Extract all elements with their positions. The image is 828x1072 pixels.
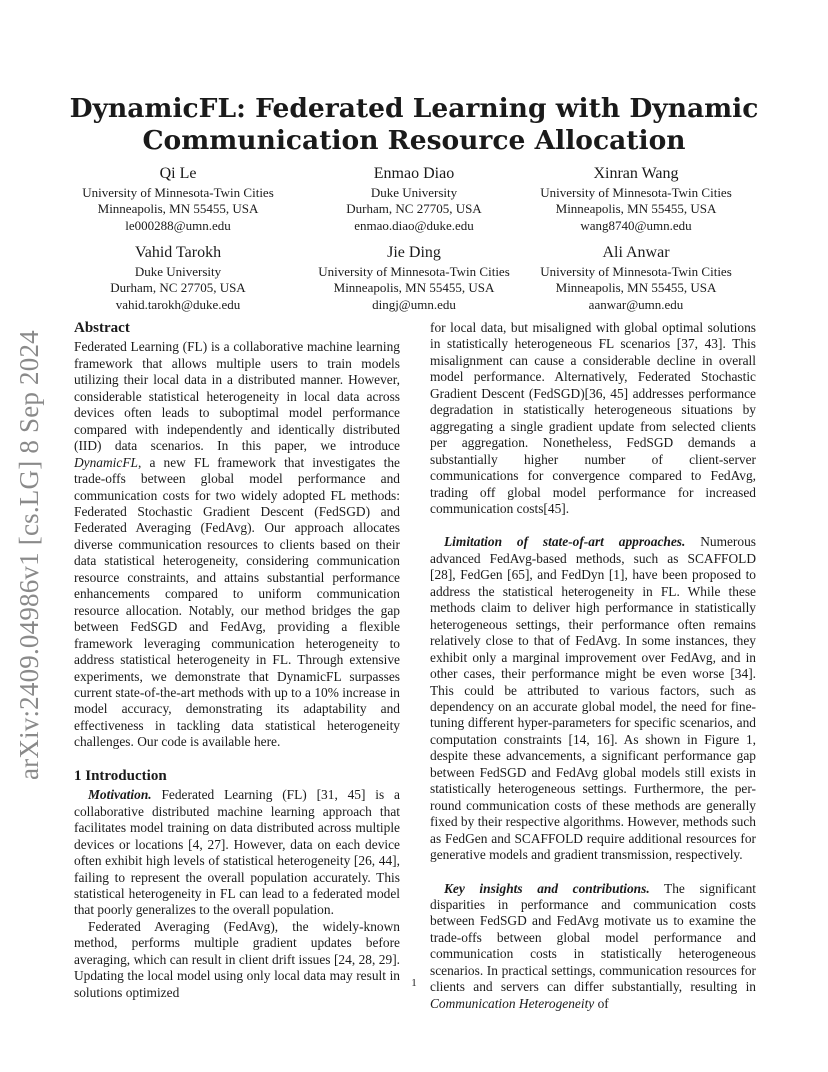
abstract-emphasis: DynamicFL [74, 454, 138, 470]
author-name: Vahid Tarokh [134, 244, 222, 261]
limitation-label: Limitation of state-of-art approaches. [444, 534, 686, 550]
insights-emphasis: Communication Heterogeneity [430, 995, 595, 1011]
introduction-heading: 1 Introduction [74, 767, 167, 784]
author-name: Xinran Wang [593, 165, 679, 182]
right-column [430, 320, 756, 1012]
paper-title [0, 93, 828, 157]
author-location: Durham, NC 27705, USA [110, 280, 246, 296]
author-name: Qi Le [159, 165, 197, 182]
author-block [516, 164, 756, 234]
author-block [294, 243, 534, 313]
insights-tail: of [594, 995, 609, 1011]
author-block [294, 164, 534, 234]
author-affiliation: Duke University [134, 264, 222, 279]
limitation-paragraph [430, 534, 756, 863]
author-block [58, 243, 298, 313]
continuation-paragraph: for local data, but misaligned with global optimal solutions in statistically heterogeneous FL scenarios [37, 43]. This misalignment can cause a considerable decline in overall model performance. Alternatively, Federated Stochastic Gradient Descent (FedSGD)[36, 45] addresses performance degradation in statistically heterogeneous situations by aggregating a single gradient update from selected clients per aggregation. Nonetheless, FedSGD demands a substantially higher number of client-server communications for convergence compared to FedAvg, trading off global model performance for increased communication costs[45]. [430, 320, 756, 516]
author-affiliation: University of Minnesota-Twin Cities [82, 185, 274, 200]
author-email: wang8740@umn.edu [580, 217, 692, 233]
author-location: Durham, NC 27705, USA [346, 201, 482, 217]
author-name: Jie Ding [387, 244, 441, 261]
abstract-text: Federated Learning (FL) is a collaborative machine learning framework that allows multiple users to train models utilizing their local data in a distributed manner. However, considerable statistical heterogeneity in local data across devices often leads to suboptimal model performance compared with independently and identically distributed (IID) data scenarios. In this paper, we introduce [74, 339, 400, 454]
page-number: 1 [411, 977, 417, 989]
author-block [58, 164, 298, 234]
author-affiliation: University of Minnesota-Twin Cities [318, 264, 510, 279]
motivation-paragraph [74, 787, 400, 919]
title-line-1: DynamicFL: Federated Learning with Dynamic [69, 93, 759, 124]
author-email: dingj@umn.edu [372, 296, 456, 312]
arxiv-stamp: arXiv:2409.04986v1 [cs.LG] 8 Sep 2024 [14, 330, 44, 780]
author-affiliation: University of Minnesota-Twin Cities [540, 185, 732, 200]
author-location: Minneapolis, MN 55455, USA [333, 280, 495, 296]
author-name: Enmao Diao [373, 165, 455, 182]
motivation-text: Federated Learning (FL) [31, 45] is a collaborative distributed machine learning approach that facilitates model training on data distributed across multiple devices or locations [4, 27]. However, data on each device often exhibit high levels of statistical heterogeneity [26, 44], failing to represent the overall population accurately. This statistical heterogeneity in FL can lead to a federated model that poorly generalizes to the overall population. [74, 787, 400, 918]
author-location: Minneapolis, MN 55455, USA [555, 201, 717, 217]
author-email: aanwar@umn.edu [588, 296, 684, 312]
left-column [74, 320, 400, 1001]
author-location: Minneapolis, MN 55455, USA [555, 280, 717, 296]
author-email: le000288@umn.edu [125, 217, 231, 233]
title-line-2: Communication Resource Allocation [142, 125, 686, 156]
abstract-paragraph [74, 339, 400, 750]
author-location: Minneapolis, MN 55455, USA [97, 201, 259, 217]
author-name: Ali Anwar [602, 244, 670, 261]
insights-paragraph [430, 881, 756, 1013]
insights-label: Key insights and contributions. [444, 880, 650, 896]
abstract-heading: Abstract [74, 320, 130, 336]
insights-text: The significant disparities in performance and communication costs between FedSGD and FedAvg motivate us to examine the trade-offs between global model performance and communication costs in statistically heterogeneous scenarios. In practical settings, communication resources for clients and servers can differ substantially, resulting in [430, 880, 757, 995]
author-email: vahid.tarokh@duke.edu [115, 296, 241, 312]
author-affiliation: Duke University [370, 185, 458, 200]
limitation-text: Numerous advanced FedAvg-based methods, such as SCAFFOLD [28], FedGen [65], and FedDyn [1], have been proposed to address the statistical heterogeneity in FL. While these methods claim to deliver high performance in statistically heterogeneous settings, their performance often remains relatively close to that of FedAvg. In some instances, they exhibit only a marginal improvement over FedAvg, and in other cases, their performance might be even worse [34]. This could be attributed to various factors, such as dependency on an accurate global model, the need for fine-tuning different hyper-parameters for specific scenarios, and computation constraints [14, 16]. As shown in Figure 1, despite these advancements, a significant performance gap between FedSGD and FedAvg global models still exists in statistically heterogeneous settings. Furthermore, the per-round communication costs of these methods are generally fixed by their respective algorithms. However, methods such as FedGen and SCAFFOLD require additional resources for generative models and gradient transmission, respectively. [430, 534, 756, 863]
fedavg-paragraph: Federated Averaging (FedAvg), the widely-known method, performs multiple gradient updates before averaging, which can result in client drift issues [24, 28, 29]. Updating the local model using only local data may result in solutions optimized [74, 918, 400, 1000]
author-affiliation: University of Minnesota-Twin Cities [540, 264, 732, 279]
abstract-text-continued: , a new FL framework that investigates the trade-offs between global model performance and communication costs for two widely adopted FL methods: Federated Stochastic Gradient Descent (FedSGD) and Federated Averaging (FedAvg). Our approach allocates diverse communication resources to clients based on their data statistical heterogeneity, considering communication resource constraints, and attains substantial performance enhancements compared to uniform communication resource allocation. Notably, our method bridges the gap between FedSGD and FedAvg, providing a flexible framework leveraging communication heterogeneity to address statistical heterogeneity in FL. Through extensive experiments, we demonstrate that DynamicFL surpasses current state-of-the-art methods with up to a 10% increase in model accuracy, demonstrating its adaptability and effectiveness in tackling data statistical heterogeneity challenges. Our code is available here. [74, 454, 400, 750]
author-block [516, 243, 756, 313]
author-email: enmao.diao@duke.edu [354, 217, 474, 233]
motivation-label: Motivation. [88, 787, 152, 803]
